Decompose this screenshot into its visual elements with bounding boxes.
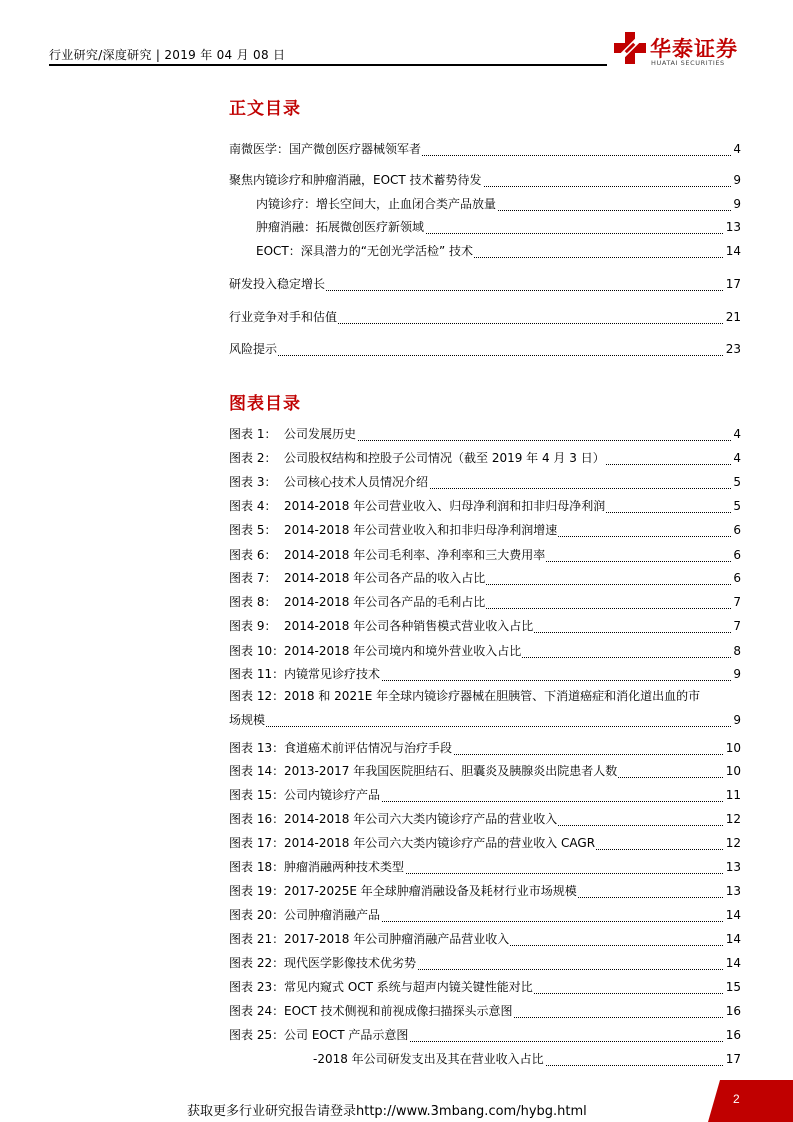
entry-title bbox=[229, 617, 534, 635]
figure-item[interactable] bbox=[229, 617, 741, 635]
figure-item[interactable] bbox=[229, 569, 741, 587]
dot-leader bbox=[229, 726, 741, 727]
figure-text: 公司 EOCT 产品示意图 bbox=[284, 1028, 409, 1042]
entry-title bbox=[229, 665, 381, 683]
entry-page-number: 6 bbox=[733, 548, 741, 562]
entry-page-number: 8 bbox=[733, 644, 741, 658]
entry-page-number: 15 bbox=[725, 980, 741, 994]
figure-item[interactable] bbox=[229, 810, 741, 828]
figure-label: 图表 2： bbox=[229, 451, 277, 465]
page-number: 2 bbox=[733, 1092, 740, 1106]
figure-text: EOCT 技术侧视和前视成像扫描探头示意图 bbox=[284, 1004, 513, 1018]
figure-item[interactable] bbox=[229, 665, 741, 683]
entry-title bbox=[229, 954, 417, 972]
figure-text: 2017-2025E 年全球肿瘤消融设备及耗材行业市场规模 bbox=[284, 884, 577, 898]
figure-item[interactable] bbox=[229, 786, 741, 804]
figure-item[interactable] bbox=[229, 739, 741, 757]
figure-item-first-line[interactable] bbox=[229, 687, 700, 705]
entry-page-number: 9 bbox=[733, 713, 741, 727]
figure-item[interactable] bbox=[229, 449, 741, 467]
page-number-tab bbox=[708, 1080, 793, 1122]
entry-page-number: 16 bbox=[725, 1028, 741, 1042]
figure-text: 内镜常见诊疗技术 bbox=[284, 667, 381, 681]
entry-title bbox=[229, 1026, 409, 1044]
entry-page-number: 9 bbox=[733, 667, 741, 681]
entry-title bbox=[229, 449, 606, 467]
entry-text: 南微医学：国产微创医疗器械领军者 bbox=[229, 142, 422, 156]
logo-english-name: HUATAI SECURITIES bbox=[651, 59, 725, 67]
entry-title bbox=[229, 882, 578, 900]
figure-label: 图表 10： bbox=[229, 644, 285, 658]
figure-item[interactable] bbox=[229, 978, 741, 996]
figure-text: -2018 年公司研发支出及其在营业收入占比 bbox=[313, 1052, 544, 1066]
figure-text: 公司核心技术人员情况介绍 bbox=[284, 475, 429, 489]
figure-label: 图表 7： bbox=[229, 571, 277, 585]
figure-text: 2017-2018 年公司肿瘤消融产品营业收入 bbox=[284, 932, 510, 946]
figure-label: 图表 4： bbox=[229, 499, 277, 513]
figure-label: 图表 25： bbox=[229, 1028, 285, 1042]
entry-text: EOCT：深具潜力的“无创光学活检” 技术 bbox=[256, 244, 473, 258]
figure-text: 2014-2018 年公司各种销售模式营业收入占比 bbox=[284, 619, 534, 633]
entry-page-number: 13 bbox=[725, 220, 741, 234]
figure-item[interactable] bbox=[229, 1002, 741, 1020]
figure-text: 公司股权结构和控股子公司情况（截至 2019 年 4 月 3 日） bbox=[284, 451, 605, 465]
figure-item[interactable] bbox=[229, 762, 741, 780]
figure-label: 图表 1： bbox=[229, 427, 277, 441]
entry-title bbox=[229, 546, 546, 564]
figure-label: 图表 22： bbox=[229, 956, 285, 970]
entry-title bbox=[229, 473, 429, 491]
entry-page-number: 10 bbox=[725, 741, 741, 755]
entry-page-number: 5 bbox=[733, 475, 741, 489]
entry-page-number: 7 bbox=[733, 619, 741, 633]
entry-page-number: 17 bbox=[725, 1052, 741, 1066]
entry-title bbox=[229, 786, 381, 804]
figure-label: 图表 15： bbox=[229, 788, 285, 802]
logo-chinese-name: 华泰证券 bbox=[650, 37, 738, 61]
entry-title bbox=[229, 930, 510, 948]
figure-label: 图表 23： bbox=[229, 980, 285, 994]
entry-page-number: 14 bbox=[725, 932, 741, 946]
entry-title bbox=[229, 810, 558, 828]
figure-item[interactable] bbox=[229, 858, 741, 876]
entry-page-number: 14 bbox=[725, 908, 741, 922]
figure-label: 图表 12： bbox=[229, 689, 285, 703]
entry-title bbox=[229, 739, 453, 757]
entry-title bbox=[229, 569, 486, 587]
figure-text: 2014-2018 年公司各产品的毛利占比 bbox=[284, 595, 486, 609]
figure-text: 2014-2018 年公司各产品的收入占比 bbox=[284, 571, 486, 585]
header-separator: | bbox=[155, 48, 165, 62]
entry-page-number: 9 bbox=[733, 197, 741, 211]
figure-text: 2014-2018 年公司营业收入和扣非归母净利润增速 bbox=[284, 523, 558, 537]
entry-title bbox=[229, 497, 606, 515]
figure-label: 图表 3： bbox=[229, 475, 277, 489]
figure-text: 2014-2018 年公司六大类内镜诊疗产品的营业收入 bbox=[284, 812, 558, 826]
figure-text: 2014-2018 年公司毛利率、净利率和三大费用率 bbox=[284, 548, 546, 562]
entry-title bbox=[313, 1050, 545, 1068]
entry-title bbox=[229, 642, 522, 660]
figure-item[interactable] bbox=[229, 546, 741, 564]
entry-title bbox=[229, 425, 357, 443]
figure-label: 图表 18： bbox=[229, 860, 285, 874]
entry-page-number: 13 bbox=[725, 884, 741, 898]
figure-text: 肿瘤消融两种技术类型 bbox=[284, 860, 405, 874]
entry-page-number: 5 bbox=[733, 499, 741, 513]
entry-title bbox=[229, 762, 618, 780]
entry-page-number: 14 bbox=[725, 956, 741, 970]
figure-label: 图表 14： bbox=[229, 764, 285, 778]
figure-item[interactable] bbox=[229, 593, 741, 611]
entry-page-number: 7 bbox=[733, 595, 741, 609]
entry-text: 聚焦内镜诊疗和肿瘤消融，EOCT 技术蓄势待发 bbox=[229, 173, 482, 187]
entry-page-number: 14 bbox=[725, 244, 741, 258]
entry-page-number: 4 bbox=[733, 451, 741, 465]
figure-item[interactable] bbox=[229, 711, 741, 729]
figures-title: 图表目录 bbox=[229, 394, 301, 414]
figure-label: 图表 24： bbox=[229, 1004, 285, 1018]
figure-text: 食道癌术前评估情况与治疗手段 bbox=[284, 741, 453, 755]
figure-label: 图表 13： bbox=[229, 741, 285, 755]
entry-title bbox=[229, 906, 381, 924]
entry-title bbox=[229, 834, 596, 852]
figure-label: 图表 6： bbox=[229, 548, 277, 562]
figure-text: 2018 和 2021E 年全球内镜诊疗器械在胆胰管、下消道癌症和消化道出血的市 bbox=[284, 689, 701, 703]
entry-page-number: 9 bbox=[733, 173, 741, 187]
figure-text: 2014-2018 年公司六大类内镜诊疗产品的营业收入 CAGR bbox=[284, 836, 596, 850]
figure-text: 公司发展历史 bbox=[284, 427, 357, 441]
figure-item[interactable] bbox=[229, 521, 741, 539]
entry-title bbox=[229, 1002, 514, 1020]
entry-text: 内镜诊疗：增长空间大，止血闭合类产品放量 bbox=[256, 197, 497, 211]
figure-text: 2014-2018 年公司境内和境外营业收入占比 bbox=[284, 644, 522, 658]
figure-item[interactable] bbox=[229, 473, 741, 491]
figure-item[interactable] bbox=[313, 1050, 741, 1068]
entry-title bbox=[229, 593, 486, 611]
figure-item[interactable] bbox=[229, 906, 741, 924]
entry-page-number: 12 bbox=[725, 812, 741, 826]
header-category: 行业研究/深度研究 bbox=[49, 48, 152, 62]
figure-item[interactable] bbox=[229, 642, 741, 660]
figure-text: 现代医学影像技术优劣势 bbox=[284, 956, 417, 970]
entry-text: 研发投入稳定增长 bbox=[229, 277, 326, 291]
entry-page-number: 23 bbox=[725, 342, 741, 356]
figure-text: 公司内镜诊疗产品 bbox=[284, 788, 381, 802]
figure-item[interactable] bbox=[229, 425, 741, 443]
figure-label: 图表 5： bbox=[229, 523, 277, 537]
entry-title bbox=[229, 858, 405, 876]
entry-title bbox=[229, 711, 266, 729]
footer-link[interactable]: 获取更多行业研究报告请登录http://www.3mbang.com/hybg.html bbox=[187, 1104, 587, 1119]
figure-text: 2014-2018 年公司营业收入、归母净利润和扣非归母净利润 bbox=[284, 499, 606, 513]
figure-label: 图表 20： bbox=[229, 908, 285, 922]
figure-item[interactable] bbox=[229, 834, 741, 852]
figure-item[interactable] bbox=[229, 1026, 741, 1044]
header-date: 2019 年 04 月 08 日 bbox=[164, 48, 286, 62]
figure-text-continued: 场规模 bbox=[229, 713, 266, 727]
entry-page-number: 4 bbox=[733, 427, 741, 441]
figure-label: 图表 19： bbox=[229, 884, 285, 898]
figure-text: 常见内窥式 OCT 系统与超声内镜关键性能对比 bbox=[284, 980, 533, 994]
entry-title bbox=[229, 978, 534, 996]
figure-text: 2013-2017 年我国医院胆结石、胆囊炎及胰腺炎出院患者人数 bbox=[284, 764, 618, 778]
entry-text: 肿瘤消融：拓展微创医疗新领域 bbox=[256, 220, 425, 234]
entry-page-number: 6 bbox=[733, 571, 741, 585]
figure-label: 图表 9： bbox=[229, 619, 277, 633]
entry-page-number: 6 bbox=[733, 523, 741, 537]
figure-text: 公司肿瘤消融产品 bbox=[284, 908, 381, 922]
figure-item[interactable] bbox=[229, 882, 741, 900]
entry-page-number: 21 bbox=[725, 310, 741, 324]
figure-item[interactable] bbox=[229, 497, 741, 515]
entry-page-number: 13 bbox=[725, 860, 741, 874]
entry-page-number: 11 bbox=[725, 788, 741, 802]
figure-label: 图表 16： bbox=[229, 812, 285, 826]
entry-page-number: 4 bbox=[733, 142, 741, 156]
entry-title bbox=[229, 521, 558, 539]
figure-label: 图表 17： bbox=[229, 836, 285, 850]
figure-label: 图表 8： bbox=[229, 595, 277, 609]
entry-page-number: 10 bbox=[725, 764, 741, 778]
figure-label: 图表 11： bbox=[229, 667, 285, 681]
figure-item[interactable] bbox=[229, 954, 741, 972]
entry-text: 风险提示 bbox=[229, 342, 278, 356]
toc-title: 正文目录 bbox=[229, 99, 301, 119]
entry-page-number: 12 bbox=[725, 836, 741, 850]
figure-item[interactable] bbox=[229, 930, 741, 948]
entry-text: 行业竞争对手和估值 bbox=[229, 310, 338, 324]
figure-label: 图表 21： bbox=[229, 932, 285, 946]
entry-page-number: 16 bbox=[725, 1004, 741, 1018]
entry-page-number: 17 bbox=[725, 277, 741, 291]
